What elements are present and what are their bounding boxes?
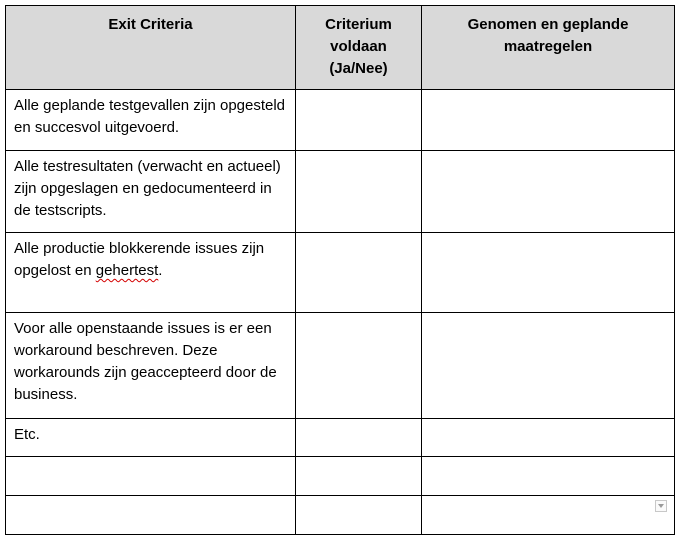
criterion-cell[interactable]: Alle geplande testgevallen zijn opgesteld en succesvol uitgevoerd. [6,90,296,151]
criterion-cell[interactable] [6,457,296,496]
table-row [6,313,675,419]
measures-cell[interactable] [422,457,675,496]
criterion-text-end: . [158,262,163,279]
table-row [6,151,675,233]
table-row [6,233,675,313]
table-resize-handle-icon[interactable] [655,500,667,512]
measures-cell[interactable] [422,90,675,151]
criterion-cell[interactable]: Voor alle openstaande issues is er een workaround beschreven. Deze workarounds zijn geaccepteerd door de business. [6,313,296,419]
exit-criteria-table [5,5,675,535]
met-cell[interactable] [296,457,422,496]
measures-cell[interactable] [422,496,675,535]
header-genomen-maatregelen: Genomen en geplande maatregelen [422,6,675,90]
table-row [6,496,675,535]
measures-cell[interactable] [422,419,675,457]
criterion-cell[interactable] [6,496,296,535]
met-cell[interactable] [296,233,422,313]
header-criterium-voldaan: Criterium voldaan (Ja/Nee) [296,6,422,90]
spellcheck-flagged-word[interactable]: gehertest [95,262,159,279]
criterion-text: Alle productie blokkerende issues zijn opgelost en [14,240,265,279]
table-row [6,90,675,151]
criterion-cell[interactable]: Alle testresultaten (verwacht en actueel) zijn opgeslagen en gedocumenteerd in de testscripts. [6,151,296,233]
criterion-cell[interactable]: Etc. [6,419,296,457]
header-exit-criteria: Exit Criteria [6,6,296,90]
met-cell[interactable] [296,419,422,457]
measures-cell[interactable] [422,233,675,313]
met-cell[interactable] [296,151,422,233]
met-cell[interactable] [296,90,422,151]
measures-cell[interactable] [422,313,675,419]
criterion-cell[interactable] [6,233,296,313]
met-cell[interactable] [296,313,422,419]
met-cell[interactable] [296,496,422,535]
table-row [6,457,675,496]
table-row [6,419,675,457]
table-header-row [6,6,675,90]
measures-cell[interactable] [422,151,675,233]
